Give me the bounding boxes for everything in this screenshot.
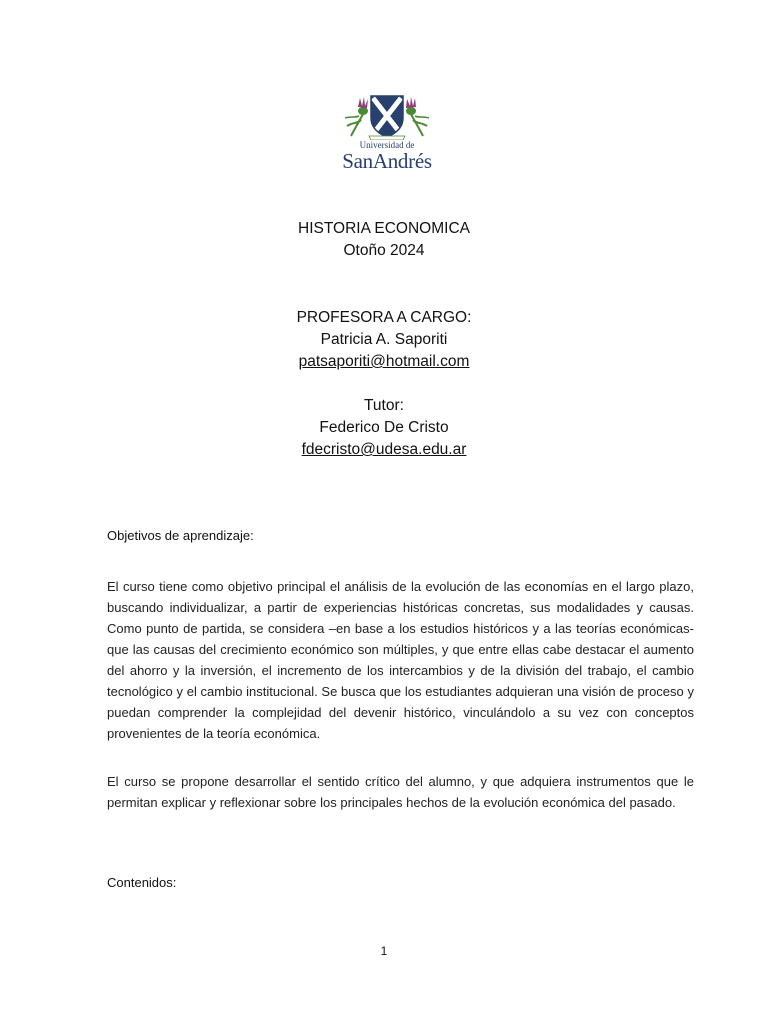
right-thistle-icon	[406, 97, 429, 136]
contenidos-heading: Contenidos:	[107, 875, 177, 890]
objetivos-paragraph-2: El curso se propone desarrollar el sentido crítico del alumno, y que adquiera instrumentos que le permitan explicar y reflexionar sobre los principales hechos de la evolución económica del pasado.	[107, 774, 694, 810]
course-title-block	[0, 218, 768, 262]
professor-name: Patricia A. Saporiti	[320, 331, 448, 348]
course-term: Otoño 2024	[343, 242, 425, 259]
left-thistle-icon	[345, 97, 368, 136]
tutor-name: Federico De Cristo	[319, 419, 449, 436]
tutor-block	[0, 395, 768, 461]
logo-line-1: Universidad de	[359, 140, 415, 150]
tutor-email-link[interactable]: fdecristo@udesa.edu.ar	[301, 441, 467, 458]
page-number: 1	[380, 944, 388, 958]
professor-heading: PROFESORA A CARGO:	[296, 309, 472, 326]
logo-line-2: SanAndrés	[342, 149, 432, 173]
professor-block	[0, 307, 768, 373]
course-title: HISTORIA ECONOMICA	[298, 220, 470, 237]
professor-email-link[interactable]: patsaporiti@hotmail.com	[298, 353, 470, 370]
objetivos-paragraph-1: El curso tiene como objetivo principal el análisis de la evolución de las economías en el largo plazo, buscando individualizar, a partir de experiencias históricas concretas, sus modalidades y causas. Como punto de partida, se considera –en base a los estudios históricos y a las teorías económicas- que las causas del crecimiento económico son múltiples, y que entre ellas cabe destacar el aumento del ahorro y la inversión, el incremento de los intercambios y de la división del trabajo, el cambio tecnológico y el cambio institucional. Se busca que los estudiantes adquieran una visión de proceso y puedan comprender la complejidad del devenir histórico, vinculándolo a su vez con conceptos provenientes de la teoría económica.	[107, 579, 694, 741]
objetivos-heading: Objetivos de aprendizaje:	[107, 528, 254, 543]
shield-thistle-icon	[341, 92, 433, 140]
university-logo	[330, 92, 444, 184]
tutor-heading: Tutor:	[364, 397, 404, 414]
